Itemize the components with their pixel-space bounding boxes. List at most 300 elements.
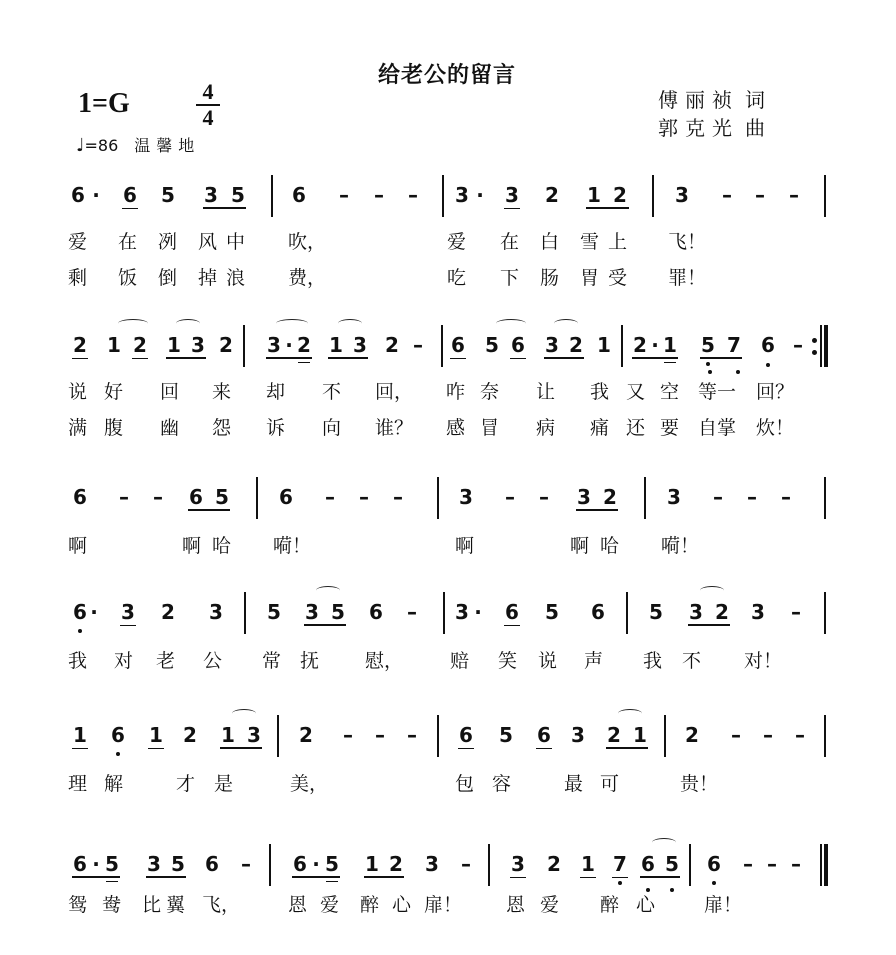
note: 1 [221, 723, 235, 747]
note: 2 [133, 333, 147, 357]
dash: – [791, 852, 801, 876]
song-title: 给老公的留言 [378, 63, 517, 88]
lyric: 胃 [580, 267, 600, 289]
barline [437, 715, 439, 757]
lyric: 咋 [446, 381, 466, 403]
lyric: 让 [536, 381, 556, 403]
barline [441, 325, 443, 367]
slur [338, 319, 362, 328]
eighth-beam [166, 357, 206, 359]
lyric: 是 [214, 773, 234, 795]
note: 1 [73, 723, 87, 747]
lyric: 可 [600, 773, 620, 795]
lyric: 啊 [455, 535, 475, 557]
slur [276, 319, 308, 328]
eighth-beam [576, 509, 618, 511]
lyric: 理 [68, 773, 88, 795]
barline [243, 325, 245, 367]
augmentation-dot: · [90, 600, 98, 624]
note: 5 [700, 333, 716, 357]
time-signature [196, 79, 220, 130]
lyricist-credit [658, 86, 772, 114]
notes-row [0, 183, 896, 223]
dash: – [789, 183, 799, 207]
barline [824, 592, 826, 634]
lyric: 掉 [198, 267, 218, 289]
dash: – [755, 183, 765, 207]
lyric: 啊 [68, 535, 88, 557]
augmentation-dot: · [476, 183, 484, 207]
lyric: 冽 [158, 231, 178, 253]
note: 6 [537, 723, 551, 747]
lyric: 恩 [288, 894, 308, 916]
tempo-marking [76, 133, 200, 156]
lyric: 说 [68, 381, 88, 403]
barline [437, 477, 439, 519]
note: 6 [293, 852, 307, 876]
note: 3 [455, 183, 469, 207]
note: 2 [607, 723, 621, 747]
composer-credit [658, 114, 772, 142]
low-octave-dot [78, 629, 82, 633]
repeat-barline-thick [824, 325, 828, 367]
dash: – [343, 723, 353, 747]
barline [488, 844, 490, 886]
note: 6 [123, 183, 137, 207]
low-octave-dot [618, 881, 622, 885]
note: 5 [267, 600, 281, 624]
lyric: 哈 [212, 535, 232, 557]
lyric: 醉 [360, 894, 380, 916]
slur [232, 709, 256, 718]
eighth-beam [640, 876, 680, 878]
lyric: 幽 [160, 417, 180, 439]
dash: – [241, 852, 251, 876]
note: 6 [369, 600, 383, 624]
low-octave-dot [670, 888, 674, 892]
note: 2 [161, 600, 175, 624]
note: 3 [247, 723, 261, 747]
expression-marking: 温馨地 [134, 136, 201, 155]
repeat-dot [812, 338, 817, 343]
note: 5 [161, 183, 175, 207]
augmentation-dot: · [312, 852, 320, 876]
note: 6 [189, 485, 203, 509]
eighth-beam [606, 747, 648, 749]
dash: – [153, 485, 163, 509]
note: 6 [73, 852, 87, 876]
dash: – [793, 333, 803, 357]
dash: – [408, 183, 418, 207]
note: 6 [459, 723, 473, 747]
note: 2 [547, 852, 561, 876]
eighth-beam [203, 207, 246, 209]
lyric: 爱 [68, 231, 88, 253]
lyric: 鸳 [68, 894, 88, 916]
composer-name: 郭克光 [658, 116, 739, 140]
lyric: 飞， [202, 894, 241, 916]
lyric: 爱 [540, 894, 560, 916]
lyric: 嗬！ [273, 535, 312, 557]
lyric: 我 [68, 650, 88, 672]
barline [824, 715, 826, 757]
lyric: 下 [500, 267, 520, 289]
note: 5 [649, 600, 663, 624]
eighth-beam [266, 357, 312, 359]
dash: – [339, 183, 349, 207]
note: 1 [107, 333, 121, 357]
dash: – [791, 600, 801, 624]
eighth-beam [188, 509, 230, 511]
note: 3 [571, 723, 585, 747]
note: 1 [365, 852, 379, 876]
lyric: 在 [118, 231, 138, 253]
dash: – [393, 485, 403, 509]
note: 2 [633, 333, 647, 357]
lyric: 空 [660, 381, 680, 403]
dash: – [767, 852, 777, 876]
note: 2 [183, 723, 197, 747]
lyric: 恩 [506, 894, 526, 916]
note: 5 [499, 723, 513, 747]
note: 5 [325, 852, 339, 876]
barline [689, 844, 691, 886]
lyric: 倒 [158, 267, 178, 289]
note: 1 [663, 333, 677, 357]
note: 5 [171, 852, 185, 876]
lyric: 比 [142, 894, 162, 916]
lyric: 风 [198, 231, 218, 253]
lyric: 赔 [450, 650, 470, 672]
note: 3 [577, 485, 591, 509]
slur [118, 319, 148, 328]
lyric: 诉 [266, 417, 286, 439]
time-signature-top: 4 [202, 79, 214, 104]
notes-row [0, 485, 896, 525]
low-octave-dot [706, 362, 710, 366]
lyric: 怨 [212, 417, 232, 439]
lyric: 对 [114, 650, 134, 672]
lyricist-role: 词 [745, 88, 772, 112]
lyric: 饭 [118, 267, 138, 289]
eighth-beam [292, 876, 340, 878]
note: 5 [331, 600, 345, 624]
dash: – [359, 485, 369, 509]
lyric: 不 [682, 650, 702, 672]
slur [496, 319, 526, 328]
note: 6 [110, 723, 126, 747]
barline [244, 592, 246, 634]
note: 6 [706, 852, 722, 876]
note: 2 [385, 333, 399, 357]
notes-row [0, 333, 896, 373]
credits [658, 86, 772, 142]
note: 6 [205, 852, 219, 876]
note: 2 [613, 183, 627, 207]
note: 3 [667, 485, 681, 509]
lyric: 病 [536, 417, 556, 439]
lyric: 扉！ [704, 894, 743, 916]
lyric: 雪 [580, 231, 600, 253]
lyric: 爱 [447, 231, 467, 253]
note: 5 [545, 600, 559, 624]
augmentation-dot: · [92, 852, 100, 876]
lyric: 又 [626, 381, 646, 403]
note: 6 [641, 852, 655, 876]
barline [652, 175, 654, 217]
barline [271, 175, 273, 217]
barline [626, 592, 628, 634]
note: 2 [73, 333, 87, 357]
note: 3 [353, 333, 367, 357]
lyric: 抚 [300, 650, 320, 672]
low-octave-dot [766, 363, 770, 367]
lyric: 鸯 [102, 894, 122, 916]
slur [700, 586, 724, 595]
augmentation-dot: · [651, 333, 659, 357]
note: 1 [633, 723, 647, 747]
lyric: 啊 [182, 535, 202, 557]
eighth-beam [304, 624, 346, 626]
low-octave-dot [116, 752, 120, 756]
lyric: 谁？ [375, 417, 414, 439]
note: 3 [675, 183, 689, 207]
lyric: 受 [608, 267, 628, 289]
note: 2 [297, 333, 311, 357]
lyric: 在 [500, 231, 520, 253]
note: 7 [612, 852, 628, 876]
note: 1 [149, 723, 163, 747]
note: 3 [209, 600, 223, 624]
lyric: 吃 [447, 267, 467, 289]
note: 5 [665, 852, 679, 876]
lyric: 对！ [744, 650, 783, 672]
note: 3 [751, 600, 765, 624]
repeat-dot [812, 350, 817, 355]
lyric: 腹 [104, 417, 124, 439]
lyric: 罪！ [668, 267, 707, 289]
dash: – [325, 485, 335, 509]
note: 3 [425, 852, 439, 876]
lyric: 嗬！ [661, 535, 700, 557]
barline [269, 844, 271, 886]
lyric: 向 [322, 417, 342, 439]
note: 1 [587, 183, 601, 207]
lyric: 等一 [698, 381, 737, 403]
slur [554, 319, 578, 328]
note: 5 [105, 852, 119, 876]
lyric: 老 [156, 650, 176, 672]
lyric: 上 [608, 231, 628, 253]
slur [618, 709, 642, 718]
lyric: 吹， [288, 231, 327, 253]
barline [621, 325, 623, 367]
lyric: 扉！ [424, 894, 463, 916]
slur [316, 586, 340, 595]
note: 3 [455, 600, 469, 624]
barline [442, 175, 444, 217]
note: 3 [204, 183, 218, 207]
note: 1 [167, 333, 181, 357]
lyric: 来 [212, 381, 232, 403]
lyric: 回， [375, 381, 414, 403]
lyric: 奈 [480, 381, 500, 403]
note: 3 [505, 183, 519, 207]
lyric: 却 [266, 381, 286, 403]
barline [824, 175, 826, 217]
note: 6 [761, 333, 775, 357]
note: 3 [267, 333, 281, 357]
dash: – [374, 183, 384, 207]
key-signature: 1=G [78, 88, 130, 119]
dash: – [375, 723, 385, 747]
eighth-beam [544, 357, 584, 359]
lyric: 还 [626, 417, 646, 439]
dash: – [407, 600, 417, 624]
dash: – [119, 485, 129, 509]
eighth-beam [72, 876, 120, 878]
lyric: 好 [104, 381, 124, 403]
lyric: 公 [203, 650, 223, 672]
note: 6 [511, 333, 525, 357]
lyric: 爱 [320, 894, 340, 916]
lyric: 回？ [756, 381, 795, 403]
lyric: 自掌 [698, 417, 737, 439]
note: 6 [71, 183, 85, 207]
note: 2 [569, 333, 583, 357]
dash: – [731, 723, 741, 747]
notes-row [0, 723, 896, 763]
lyric: 冒 [480, 417, 500, 439]
eighth-beam [688, 624, 730, 626]
note: 3 [689, 600, 703, 624]
dash: – [795, 723, 805, 747]
note: 5 [231, 183, 245, 207]
barline [256, 477, 258, 519]
dash: – [763, 723, 773, 747]
eighth-beam [220, 747, 262, 749]
slur [176, 319, 200, 328]
lyric: 痛 [590, 417, 610, 439]
slur [652, 838, 676, 847]
low-octave-dot [708, 370, 712, 374]
lyric: 啊 [570, 535, 590, 557]
lyricist-name: 傅丽祯 [658, 88, 739, 112]
eighth-beam [328, 357, 368, 359]
eighth-beam [586, 207, 629, 209]
lyric: 费， [288, 267, 327, 289]
lyric: 飞！ [668, 231, 707, 253]
lyric: 白 [540, 231, 560, 253]
lyric: 解 [104, 773, 124, 795]
lyric: 最 [564, 773, 584, 795]
note: 6 [73, 485, 87, 509]
note: 2 [545, 183, 559, 207]
lyric: 才 [176, 773, 196, 795]
lyric: 心 [636, 894, 656, 916]
eighth-beam [146, 876, 186, 878]
note: 2 [299, 723, 313, 747]
note: 3 [305, 600, 319, 624]
lyric: 笑 [498, 650, 518, 672]
low-octave-dot [712, 881, 716, 885]
note: 2 [219, 333, 233, 357]
lyric: 声 [584, 650, 604, 672]
note: 6 [505, 600, 519, 624]
note: 5 [215, 485, 229, 509]
lyric: 中 [226, 231, 246, 253]
lyric: 哈 [600, 535, 620, 557]
lyric: 贵！ [680, 773, 719, 795]
note: 5 [485, 333, 499, 357]
dash: – [407, 723, 417, 747]
lyric: 肠 [540, 267, 560, 289]
lyric: 回 [160, 381, 180, 403]
note: 3 [545, 333, 559, 357]
barline [443, 592, 445, 634]
barline [644, 477, 646, 519]
lyric: 我 [590, 381, 610, 403]
dash: – [722, 183, 732, 207]
tempo-value: =86 [84, 136, 119, 155]
note: 2 [715, 600, 729, 624]
note: 1 [329, 333, 343, 357]
note: 7 [727, 333, 741, 357]
lyric: 炊！ [756, 417, 795, 439]
eighth-beam [364, 876, 404, 878]
augmentation-dot: · [474, 600, 482, 624]
note: 6 [591, 600, 605, 624]
note: 3 [147, 852, 161, 876]
note: 6 [72, 600, 88, 624]
note: 6 [451, 333, 465, 357]
dash: – [461, 852, 471, 876]
lyric: 满 [68, 417, 88, 439]
note: 3 [459, 485, 473, 509]
barline [277, 715, 279, 757]
note: 1 [597, 333, 611, 357]
barline [824, 477, 826, 519]
lyric: 慰， [365, 650, 404, 672]
note: 2 [389, 852, 403, 876]
eighth-beam [632, 357, 678, 359]
final-barline-thick [824, 844, 828, 886]
lyric: 要 [660, 417, 680, 439]
note: 3 [191, 333, 205, 357]
dash: – [781, 485, 791, 509]
composer-role: 曲 [745, 116, 772, 140]
eighth-beam [700, 357, 742, 359]
dash: – [747, 485, 757, 509]
note: 1 [581, 852, 595, 876]
notes-row [0, 852, 896, 892]
note: 3 [121, 600, 135, 624]
low-octave-dot [736, 370, 740, 374]
dash: – [743, 852, 753, 876]
repeat-barline-thin [820, 325, 822, 367]
lyric: 剩 [68, 267, 88, 289]
lyric: 翼 [166, 894, 186, 916]
note: 2 [685, 723, 699, 747]
lyric: 常 [262, 650, 282, 672]
lyric: 容 [492, 773, 512, 795]
time-signature-bottom: 4 [202, 105, 214, 130]
lyric: 感 [446, 417, 466, 439]
lyric: 不 [322, 381, 342, 403]
dash: – [713, 485, 723, 509]
dash: – [413, 333, 423, 357]
notes-row [0, 600, 896, 640]
